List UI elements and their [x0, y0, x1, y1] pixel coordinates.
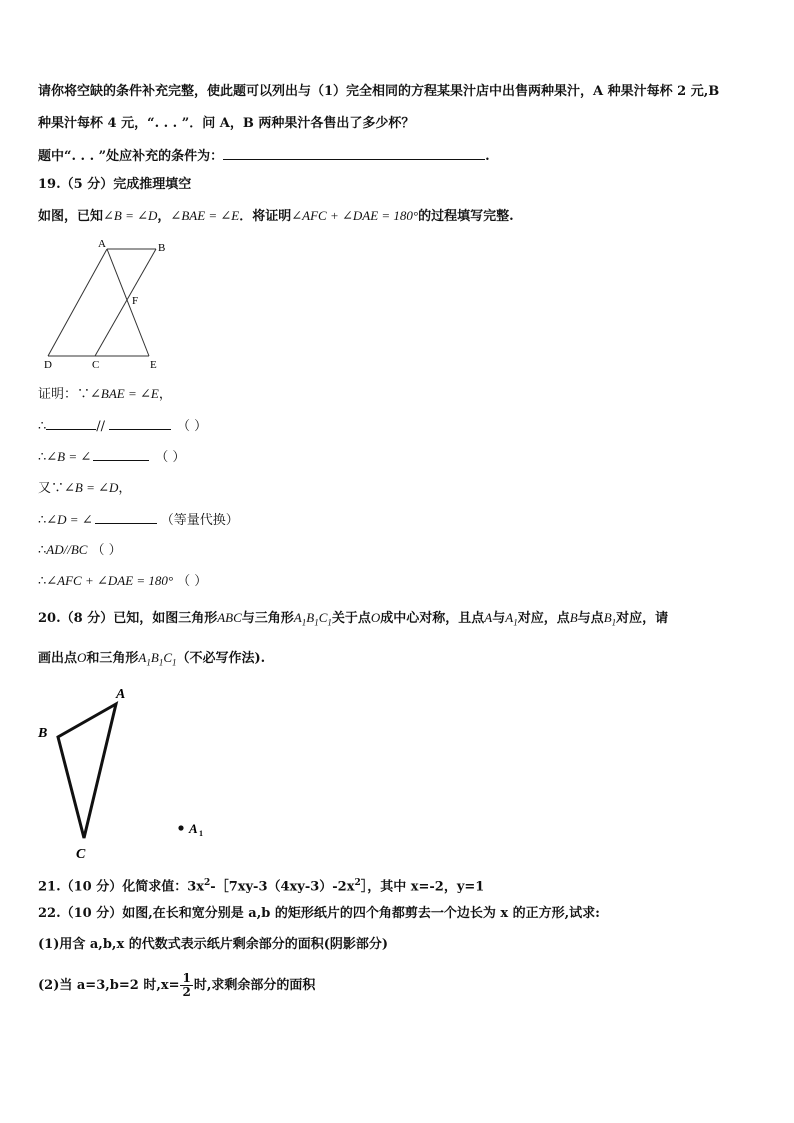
line-DA — [48, 249, 107, 356]
proof-7-reason: （ ） — [177, 574, 208, 589]
q18-answer-blank[interactable] — [223, 147, 485, 160]
proof-line-5 — [38, 511, 239, 529]
proof-5-blank[interactable] — [95, 511, 157, 524]
fraction-one-half — [180, 972, 192, 999]
q20-line-1 — [38, 610, 668, 631]
proof-6-math: AD//BC — [46, 542, 88, 557]
proof-3-prefix: ∴ — [38, 450, 47, 465]
q22-l3-t2: 时,求剩余部分的面积 — [193, 978, 316, 993]
q21-sup2: 2 — [354, 878, 361, 888]
fraction-numerator: 1 — [182, 971, 191, 985]
q19-given — [38, 208, 514, 225]
q19-given-math-2: ∠BAE = ∠E — [170, 208, 240, 223]
point-a1[interactable] — [178, 825, 183, 830]
q20-l2-m-b: B — [150, 650, 159, 665]
q20-m-a: A — [293, 610, 302, 625]
proof-5-reason: （等量代换） — [160, 513, 239, 528]
label-C: C — [92, 359, 100, 371]
q21-t1: 21.（10 分）化简求值：3x — [38, 879, 205, 895]
q19-given-math-3: ∠AFC + ∠DAE = 180° — [291, 208, 419, 223]
q19-given-text-1: 如图，已知 — [38, 209, 104, 224]
q22-l3-t1: (2)当 a=3,b=2 时,x= — [38, 978, 180, 993]
proof-line-4 — [38, 480, 131, 497]
proof-3-blank[interactable] — [93, 448, 149, 461]
q20-m-abc: ABC — [217, 610, 242, 625]
q20-l2-t2: 和三角形 — [86, 651, 139, 666]
q20-line-2 — [38, 650, 265, 671]
q20-m-b1-letter: B — [603, 610, 612, 625]
proof-2-prefix: ∴ — [38, 419, 47, 434]
q20-l2-m-a1b1c1 — [138, 650, 177, 668]
q20-l2-m-c: C — [163, 650, 172, 665]
q20-m-a1-letter: A — [505, 610, 514, 625]
q18-line-3 — [38, 147, 490, 165]
q20-m-c: C — [318, 610, 328, 625]
q20-m-a-sub: 1 — [301, 617, 307, 628]
line-BC — [95, 249, 156, 356]
q20-t6: 对应，点 — [517, 611, 570, 626]
q20-t4: 成中心对称，且点 — [380, 611, 485, 626]
proof-2-blank-2[interactable] — [109, 417, 171, 430]
q20-m-b: B — [306, 610, 315, 625]
q20-t3: 关于点 — [331, 611, 371, 626]
fraction-denominator: 2 — [182, 985, 191, 999]
q18-line-3-prefix: 题中“. . . ”处应补充的条件为： — [38, 149, 224, 164]
q20-m-b-sub: 1 — [314, 617, 319, 628]
q19-given-text-2: ， — [157, 209, 171, 224]
q21-sup1: 2 — [204, 878, 211, 888]
q20-l2-m-a-sub: 1 — [146, 657, 151, 668]
q22-line-2: (1)用含 a,b,x 的代数式表示纸片剩余部分的面积(阴影部分) — [38, 937, 389, 952]
q20-l2-t3: （不必写作法). — [176, 651, 266, 666]
label-F: F — [132, 295, 139, 307]
q19-given-math-1: ∠B = ∠D — [103, 208, 158, 223]
q21-line — [38, 875, 484, 895]
label-B: B — [158, 242, 166, 254]
proof-1-prefix: 证明：∵ — [38, 387, 91, 402]
q20-m-a1b1c1 — [293, 610, 332, 628]
label-B: B — [38, 726, 48, 741]
proof-6-prefix: ∴ — [38, 543, 47, 558]
proof-2-blank-1[interactable] — [46, 417, 96, 430]
label-A: A — [116, 687, 126, 702]
proof-5-math: ∠D = ∠ — [46, 512, 93, 527]
label-D: D — [44, 359, 52, 371]
proof-1-math: ∠BAE = ∠E — [90, 386, 159, 401]
q19-given-text-4: 的过程填写完整. — [418, 209, 514, 224]
q20-t7: 与点 — [577, 611, 604, 626]
q20-l2-m-o: O — [77, 650, 87, 665]
q20-m-b1 — [603, 610, 617, 628]
q20-t8: 对应，请 — [616, 611, 669, 626]
proof-line-7 — [38, 573, 207, 590]
proof-5-prefix: ∴ — [38, 513, 47, 528]
q20-l2-m-a: A — [138, 650, 147, 665]
q20-m-a1-sub: 1 — [513, 617, 518, 628]
q20-t1: 20.（8 分）已知，如图三角形 — [38, 611, 218, 626]
label-E: E — [150, 359, 157, 371]
q20-l2-m-b-sub: 1 — [158, 657, 164, 668]
proof-line-1 — [38, 386, 172, 403]
q20-l2-t1: 画出点 — [38, 651, 78, 666]
proof-line-3 — [38, 448, 185, 466]
q19-given-text-3: ．将证明 — [239, 209, 292, 224]
q18-line-2: 种果汁每杯 4 元，“. . . ”．问 A，B 两种果汁各售出了多少杯？ — [38, 116, 415, 131]
proof-7-prefix: ∴ — [38, 574, 47, 589]
q20-m-a2: A — [484, 610, 493, 625]
q20-m-b2: B — [569, 610, 578, 625]
label-A1-sub: 1 — [199, 829, 203, 838]
proof-6-reason: （ ） — [91, 543, 122, 558]
q20-t2: 与三角形 — [241, 611, 294, 626]
proof-2-reason: （ ） — [177, 419, 208, 434]
q20-m-a1 — [505, 610, 518, 628]
proof-1-suffix: ， — [158, 387, 172, 402]
line-AE — [107, 249, 149, 356]
triangle-abc — [58, 704, 116, 838]
proof-4-suffix: ， — [118, 481, 132, 496]
q20-figure — [36, 680, 226, 862]
q22-line-1: 22.（10 分）如图,在长和宽分别是 a,b 的矩形纸片的四个角都剪去一个边长为 x 的正方形,试求: — [38, 906, 600, 921]
label-A1: A — [189, 821, 198, 836]
proof-2-parallel: // — [96, 419, 106, 434]
q20-m-o: O — [370, 610, 381, 625]
q18-line-3-suffix: . — [485, 149, 490, 164]
q19-heading: 19.（5 分）完成推理填空 — [38, 177, 192, 192]
proof-3-math: ∠B = ∠ — [46, 449, 92, 464]
q20-m-c-sub: 1 — [327, 617, 332, 628]
proof-line-6 — [38, 542, 122, 559]
q20-m-b1-sub: 1 — [611, 617, 617, 628]
q21-t2: -［7xy-3（4xy-3）-2x — [210, 879, 355, 895]
proof-3-reason: （ ） — [155, 450, 186, 465]
proof-4-math: ∠B = ∠D — [64, 480, 119, 495]
q20-l2-m-c-sub: 1 — [172, 657, 177, 668]
q22-line-3 — [38, 972, 315, 999]
proof-4-prefix: 又∵ — [38, 481, 65, 496]
q20-t5: 与 — [492, 611, 506, 626]
q18-line-1: 请你将空缺的条件补充完整，使此题可以列出与（1）完全相同的方程某果汁店中出售两种果汁，A 种果汁每杯 2 元,B — [38, 84, 720, 99]
q19-figure — [38, 234, 178, 374]
proof-7-math: ∠AFC + ∠DAE = 180° — [46, 573, 174, 588]
label-A: A — [98, 238, 106, 250]
label-C: C — [76, 847, 86, 862]
proof-line-2 — [38, 417, 207, 435]
q21-t3: ］，其中 x=-2，y=1 — [360, 879, 485, 895]
